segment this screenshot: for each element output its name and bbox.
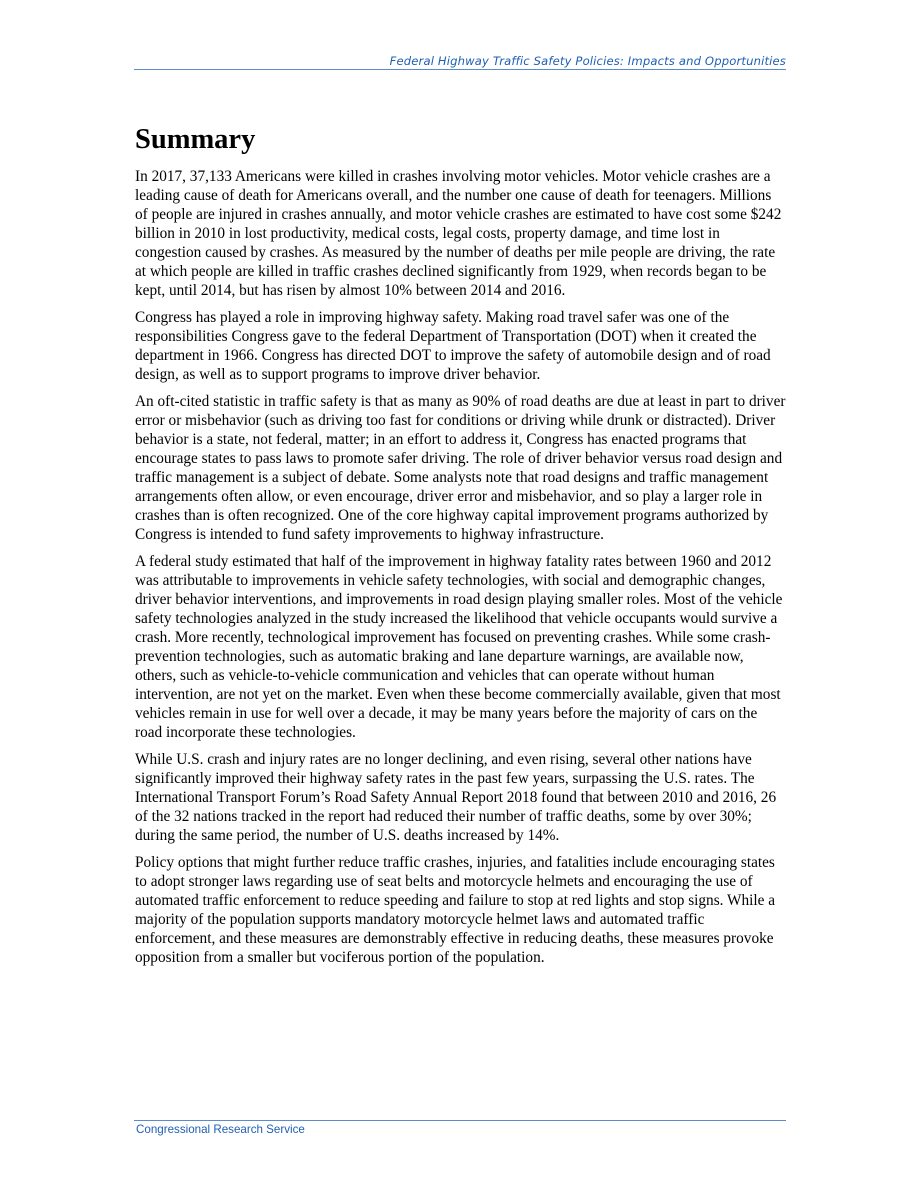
footer-divider <box>134 1120 786 1121</box>
summary-paragraph-4: A federal study estimated that half of the improvement in highway fatality rates between 1960 and 2012 was attributable to improvements in vehicle safety technologies, with social and demographic changes, driver behavior interventions, and improvements in road design playing smaller roles. Most of the vehicle safety technologies analyzed in the study increased the likelihood that vehicle occupants would survive a crash. More recently, technological improvement has focused on preventing crashes. While some crash-prevention technologies, such as automatic braking and lane departure warnings, are available now, others, such as vehicle-to-vehicle communication and vehicles that can operate without human intervention, are not yet on the market. Even when these become commercially available, given that most vehicles remain in use for well over a decade, it may be many years before the majority of cars on the road incorporate these technologies. <box>135 553 783 741</box>
summary-body <box>135 167 787 975</box>
summary-paragraph-3: An oft-cited statistic in traffic safety is that as many as 90% of road deaths are due at least in part to driver error or misbehavior (such as driving too fast for conditions or driving while drunk or distracted). Driver behavior is a state, not federal, matter; in an effort to address it, Congress has enacted programs that encourage states to pass laws to promote safer driving. The role of driver behavior versus road design and traffic management is a subject of debate. Some analysts note that road designs and traffic management arrangements often allow, or even encourage, driver error and misbehavior, and so play a larger role in crashes than is often recognized. One of the core highway capital improvement programs authorized by Congress is intended to fund safety improvements to highway infrastructure. <box>135 393 786 543</box>
summary-paragraph-1: In 2017, 37,133 Americans were killed in crashes involving motor vehicles. Motor vehicle crashes are a leading cause of death for Americans overall, and the number one cause of death for teenagers. Millions of people are injured in crashes annually, and motor vehicle crashes are estimated to have cost some $242 billion in 2010 in lost productivity, medical costs, legal costs, property damage, and time lost in congestion caused by crashes. As measured by the number of deaths per mile people are driving, the rate at which people are killed in traffic crashes declined significantly from 1929, when records began to be kept, until 2014, but has risen by almost 10% between 2014 and 2016. <box>135 168 782 299</box>
summary-paragraph-2: Congress has played a role in improving highway safety. Making road travel safer was one of the responsibilities Congress gave to the federal Department of Transportation (DOT) when it created the department in 1966. Congress has directed DOT to improve the safety of automobile design and of road design, as well as to support programs to improve driver behavior. <box>135 309 771 383</box>
summary-paragraph-5: While U.S. crash and injury rates are no longer declining, and even rising, several other nations have significantly improved their highway safety rates in the past few years, surpassing the U.S. rates. The International Transport Forum’s Road Safety Annual Report 2018 found that between 2010 and 2016, 26 of the 32 nations tracked in the report had reduced their number of traffic deaths, some by over 30%; during the same period, the number of U.S. deaths increased by 14%. <box>135 751 777 844</box>
summary-heading: Summary <box>135 124 256 155</box>
header-divider <box>134 69 786 70</box>
running-header: Federal Highway Traffic Safety Policies: Impacts and Opportunities <box>389 54 786 68</box>
summary-paragraph-6: Policy options that might further reduce traffic crashes, injuries, and fatalities include encouraging states to adopt stronger laws regarding use of seat belts and motorcycle helmets and encouraging the use of automated traffic enforcement to reduce speeding and failure to stop at red lights and stop signs. While a majority of the population supports mandatory motorcycle helmet laws and automated traffic enforcement, and these measures are demonstrably effective in reducing deaths, these measures provoke opposition from a smaller but vociferous portion of the population. <box>135 854 776 966</box>
running-footer: Congressional Research Service <box>136 1123 305 1136</box>
